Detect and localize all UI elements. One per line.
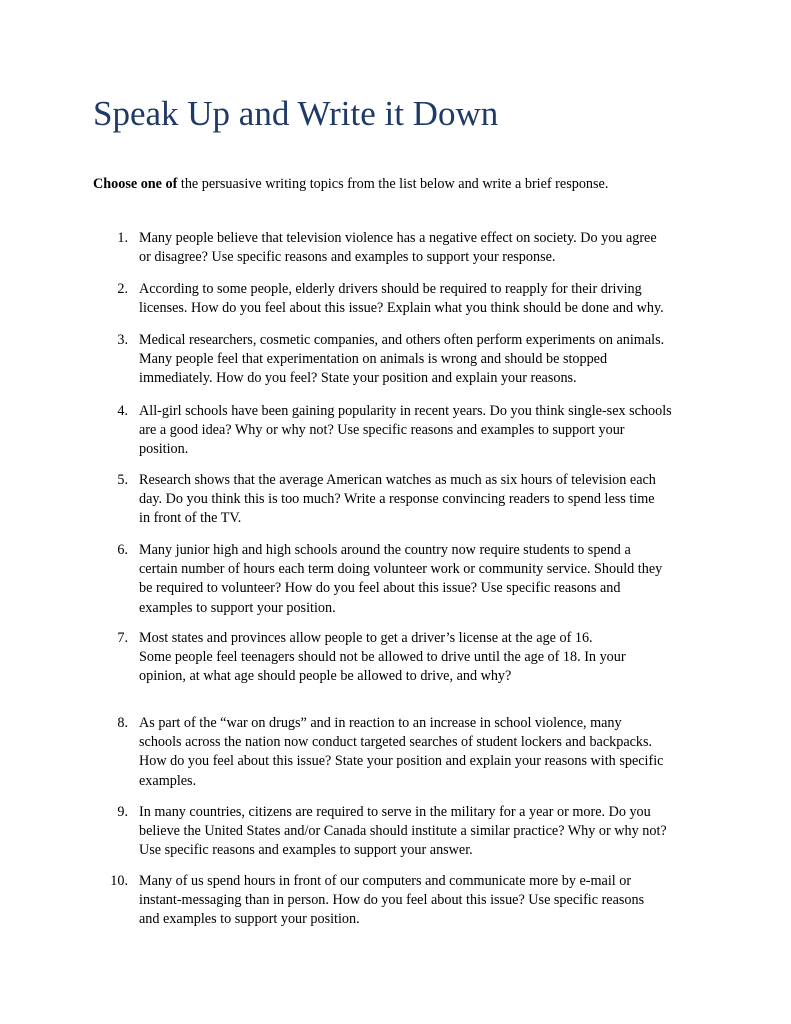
- topic-line: be required to volunteer? How do you feel about this issue? Use specific reasons and: [139, 580, 621, 597]
- topic-text: [139, 471, 709, 529]
- topic-line: Use specific reasons and examples to support your answer.: [139, 842, 473, 859]
- topic-line: Most states and provinces allow people to get a driver’s license at the age of 16.: [139, 630, 593, 646]
- topic-line: opinion, at what age should people be allowed to drive, and why?: [139, 668, 512, 685]
- topic-number: 8.: [117, 715, 128, 731]
- topic-line: day. Do you think this is too much? Write a response convincing readers to spend less time: [139, 491, 655, 508]
- topic-line: Many junior high and high schools around the country now require students to spend a: [139, 542, 631, 558]
- topic-line: in front of the TV.: [139, 510, 242, 527]
- topic-text: [139, 872, 709, 930]
- topic-line: As part of the “war on drugs” and in reaction to an increase in school violence, many: [139, 715, 622, 731]
- topic-line: Many people feel that experimentation on animals is wrong and should be stopped: [139, 351, 608, 368]
- topic-number: 5.: [117, 472, 128, 488]
- topic-line: licenses. How do you feel about this issue? Explain what you think should be done and why.: [139, 300, 664, 317]
- topic-line: or disagree? Use specific reasons and examples to support your response.: [139, 249, 556, 266]
- topic-line: schools across the nation now conduct targeted searches of student lockers and backpacks.: [139, 734, 653, 751]
- topic-text: [139, 629, 709, 687]
- intro-text: the persuasive writing topics from the list below and write a brief response.: [177, 176, 609, 192]
- topic-text: [139, 280, 709, 318]
- topic-line: Many people believe that television violence has a negative effect on society. Do you agree: [139, 230, 657, 246]
- topic-number: 10.: [110, 873, 128, 889]
- topic-text: [139, 541, 709, 618]
- topic-line: believe the United States and/or Canada should institute a similar practice? Why or why not?: [139, 823, 667, 840]
- topic-line: position.: [139, 441, 189, 458]
- topic-line: According to some people, elderly drivers should be required to reapply for their driving: [139, 281, 642, 297]
- topic-line: are a good idea? Why or why not? Use specific reasons and examples to support your: [139, 422, 625, 439]
- topic-text: [139, 229, 709, 267]
- topic-number: 7.: [117, 630, 128, 646]
- topic-line: instant-messaging than in person. How do you feel about this issue? Use specific reasons: [139, 892, 645, 909]
- topic-text: [139, 331, 709, 389]
- intro-bold-text: Choose one of: [93, 176, 178, 192]
- topic-number: 3.: [117, 332, 128, 348]
- topic-line: certain number of hours each term doing volunteer work or community service. Should they: [139, 561, 663, 578]
- topic-line: examples.: [139, 772, 197, 789]
- page-title: Speak Up and Write it Down: [93, 94, 499, 133]
- topic-line: Some people feel teenagers should not be allowed to drive until the age of 18. In your: [139, 649, 626, 666]
- topic-line: Medical researchers, cosmetic companies, and others often perform experiments on animals.: [139, 332, 665, 348]
- intro-instruction: [93, 175, 608, 194]
- topic-line: examples to support your position.: [139, 599, 336, 616]
- topic-text: [139, 714, 709, 791]
- topic-number: 9.: [117, 804, 128, 820]
- topic-number: 1.: [117, 230, 128, 246]
- topic-number: 6.: [117, 542, 128, 558]
- topic-number: 4.: [117, 403, 128, 419]
- topic-text: [139, 803, 709, 861]
- topic-line: immediately. How do you feel? State your position and explain your reasons.: [139, 370, 577, 387]
- topic-line: All-girl schools have been gaining popularity in recent years. Do you think single-sex schools: [139, 403, 672, 419]
- topic-line: and examples to support your position.: [139, 911, 360, 928]
- topic-line: In many countries, citizens are required to serve in the military for a year or more. Do you: [139, 804, 651, 820]
- topic-line: How do you feel about this issue? State your position and explain your reasons with specific: [139, 753, 664, 770]
- topic-text: [139, 402, 709, 460]
- topic-line: Many of us spend hours in front of our computers and communicate more by e-mail or: [139, 873, 632, 889]
- topic-number: 2.: [117, 281, 128, 297]
- topic-line: Research shows that the average American watches as much as six hours of television each: [139, 472, 656, 488]
